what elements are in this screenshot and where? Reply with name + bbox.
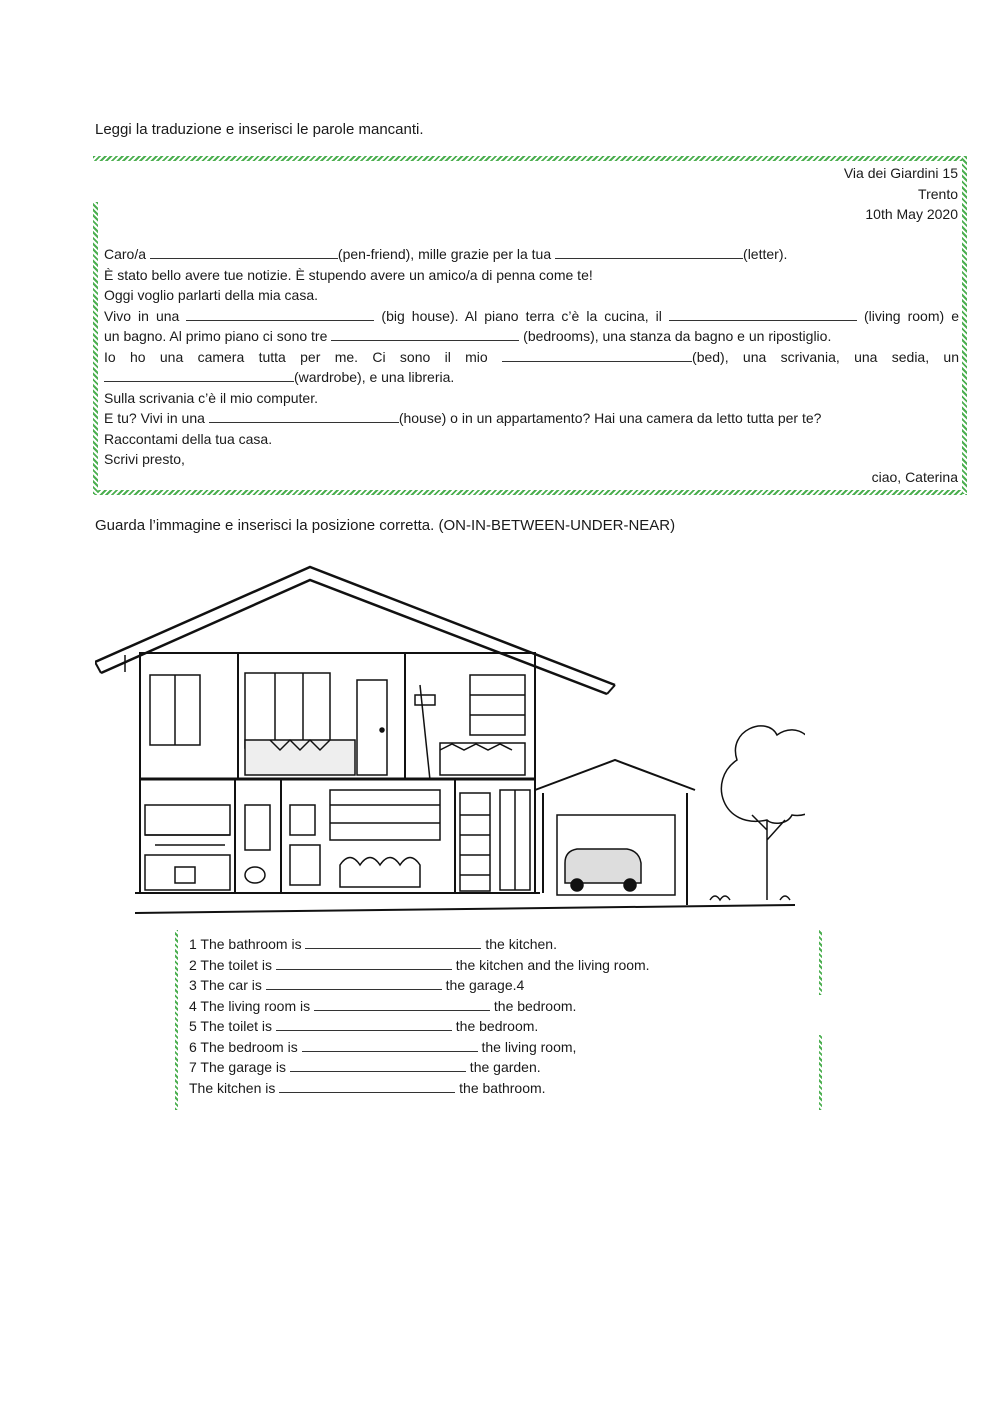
letter-box [93,156,967,495]
border-top [93,156,967,161]
letter-line: Sulla scrivania c’è il mio computer. [104,389,318,406]
ex-border-right-bottom [819,1035,822,1110]
exercise-item: 7 The garage is the garden. [189,1059,541,1075]
exercise-item: 4 The living room is the bedroom. [189,997,577,1014]
letter-line: (wardrobe), e una libreria. [104,367,959,388]
ex-border-right-top [819,930,822,995]
instruction-translate: Leggi la traduzione e inserisci le parole mancanti. [95,121,424,138]
ground-floor-rooms [145,779,530,893]
letter-line: Io ho una camera tutta per me. Ci sono il mio (bed), una scrivania, una sedia, un [104,348,959,365]
letter-signature: ciao, Caterina [871,469,958,485]
upstairs-bedrooms [150,653,525,780]
answer-blank[interactable] [305,935,481,949]
blank-bedrooms[interactable] [331,327,519,341]
answer-blank[interactable] [266,976,442,990]
blank-wardrobe[interactable] [104,368,294,382]
instruction-position: Guarda l’immagine e inserisci la posizione corretta. (ON-IN-BETWEEN-UNDER-NEAR) [95,517,676,534]
letter-line: Caro/a (pen-friend), mille grazie per la tua (letter). [104,246,788,262]
tree [710,726,805,900]
exercise-item: 6 The bedroom is the living room, [189,1038,577,1055]
letter-line: Raccontami della tua casa. [104,430,273,447]
ex-border-left [175,930,178,1110]
blank-letter[interactable] [555,245,743,259]
letter-line: Scrivi presto, [104,451,185,467]
blank-big-house[interactable] [186,307,374,321]
exercise-item: 5 The toilet is the bedroom. [189,1018,539,1034]
address-city: Trento [918,185,958,202]
border-right [962,156,967,494]
border-left [93,202,98,494]
exercise-list [189,934,650,1098]
blank-living-room[interactable] [669,307,857,321]
address-block [844,163,958,225]
letter-line: un bagno. Al primo piano ci sono tre (bedrooms), una stanza da bagno e un ripostiglio. [104,328,832,344]
exercise-item: The kitchen is the bathroom. [189,1079,546,1096]
exercise-item: 1 The bathroom is the kitchen. [189,936,557,952]
blank-bed[interactable] [502,348,692,362]
blank-pen-friend[interactable] [150,245,338,259]
answer-blank[interactable] [276,956,452,970]
answer-blank[interactable] [279,1079,455,1093]
ground [135,905,795,913]
garage [535,760,695,905]
border-bottom [93,490,967,495]
exercise-box [175,930,825,1110]
exercise-item: 2 The toilet is the kitchen and the living room. [189,956,650,973]
letter-line: Vivo in una (big house). Al piano terra c’è la cucina, il (living room) e [104,307,959,324]
letter-line: È stato bello avere tue notizie. È stupendo avere un amico/a di penna come te! [104,266,593,283]
letter-line: Oggi voglio parlarti della mia casa. [104,287,318,303]
answer-blank[interactable] [276,1017,452,1031]
blank-house[interactable] [209,409,399,423]
letter-line: E tu? Vivi in una (house) o in un appartamento? Hai una camera da letto tutta per te? [104,410,822,426]
letter-body [104,244,959,470]
answer-blank[interactable] [302,1038,478,1052]
address-street: Via dei Giardini 15 [843,165,958,181]
house-cutaway-illustration [95,565,805,920]
answer-blank[interactable] [314,997,490,1011]
address-date: 10th May 2020 [865,206,958,222]
answer-blank[interactable] [290,1058,466,1072]
exercise-item: 3 The car is the garage.4 [189,977,525,993]
